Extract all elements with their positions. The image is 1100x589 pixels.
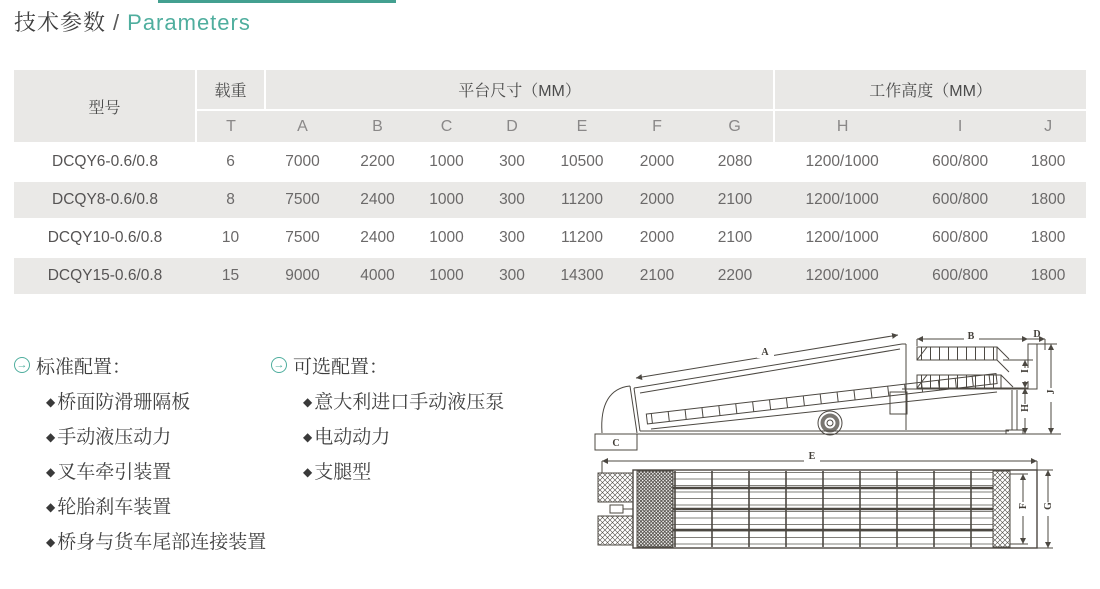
cell-value: 10 [196,219,265,257]
table-group-header-row [14,70,1086,110]
cell-value: 1800 [1010,257,1086,295]
cell-value: 600/800 [910,257,1010,295]
group-header-load: 载重 [196,70,265,110]
optional-config-list [271,386,504,491]
diamond-bullet-icon: ◆ [303,430,313,444]
group-header-working-height: 工作高度（MM） [774,70,1086,110]
cell-value: 2000 [618,219,696,257]
cell-value: 300 [478,257,546,295]
list-item-label: 轮胎刹车装置 [57,497,172,518]
list-item-label: 桥面防滑珊隔板 [57,392,191,413]
page-title-separator: / [113,10,121,35]
col-header-model: 型号 [14,70,196,143]
diamond-bullet-icon: ◆ [46,465,56,479]
cell-value: 4000 [340,257,415,295]
table-row [14,181,1086,219]
group-header-platform-size: 平台尺寸（MM） [265,70,774,110]
cell-model: DCQY15-0.6/0.8 [14,257,196,295]
cell-value: 2400 [340,181,415,219]
cell-value: 1000 [415,143,478,181]
cell-value: 2000 [618,143,696,181]
cell-value: 1000 [415,219,478,257]
cell-value: 11200 [546,181,618,219]
cell-value: 1200/1000 [774,257,910,295]
list-item [46,386,266,421]
arrow-circle-icon: → [14,357,30,373]
page-title-zh: 技术参数 [14,10,107,35]
col-header-B: B [340,110,415,143]
dim-label-D: D [1033,330,1041,340]
list-item [303,456,504,491]
cell-value: 1000 [415,181,478,219]
cell-value: 6 [196,143,265,181]
cell-value: 2000 [618,181,696,219]
list-item [303,386,504,421]
table-row [14,143,1086,181]
col-header-F: F [618,110,696,143]
cell-value: 2200 [340,143,415,181]
cell-value: 7000 [265,143,340,181]
cell-value: 7500 [265,181,340,219]
table-row [14,257,1086,295]
ramp-side-view-drawing [593,330,1090,454]
cell-value: 300 [478,219,546,257]
cell-value: 1800 [1010,181,1086,219]
cell-value: 2100 [618,257,696,295]
col-header-H: H [774,110,910,143]
diamond-bullet-icon: ◆ [46,500,56,514]
arrow-circle-icon: → [271,357,287,373]
cell-value: 1200/1000 [774,219,910,257]
dim-label-J: J [1046,389,1057,395]
list-item [46,491,266,526]
col-header-C: C [415,110,478,143]
optional-config-header [271,353,504,377]
cell-value: 7500 [265,219,340,257]
col-header-A: A [265,110,340,143]
dim-label-A: A [761,347,769,358]
table-row [14,219,1086,257]
cell-value: 1800 [1010,143,1086,181]
dim-label-C: C [612,438,620,449]
optional-config-title: 可选配置： [293,356,389,378]
dim-label-E: E [808,451,816,462]
cell-value: 9000 [265,257,340,295]
col-header-E: E [546,110,618,143]
cell-value: 1200/1000 [774,181,910,219]
cell-value: 1800 [1010,219,1086,257]
col-header-T: T [196,110,265,143]
cell-value: 300 [478,143,546,181]
cell-value: 300 [478,181,546,219]
cell-value: 14300 [546,257,618,295]
list-item-label: 支腿型 [314,462,372,483]
cell-value: 2100 [696,219,774,257]
diamond-bullet-icon: ◆ [303,465,313,479]
col-header-D: D [478,110,546,143]
dim-label-I: I [1020,369,1031,373]
cell-model: DCQY8-0.6/0.8 [14,181,196,219]
cell-value: 600/800 [910,181,1010,219]
diamond-bullet-icon: ◆ [46,535,56,549]
page-title [14,6,251,37]
standard-config-list [14,386,266,561]
cell-model: DCQY6-0.6/0.8 [14,143,196,181]
cell-value: 15 [196,257,265,295]
list-item [303,421,504,456]
cell-value: 1200/1000 [774,143,910,181]
list-item-label: 手动液压动力 [57,427,172,448]
cell-value: 2080 [696,143,774,181]
cell-value: 2100 [696,181,774,219]
diamond-bullet-icon: ◆ [46,395,56,409]
standard-config-section [14,353,266,561]
cell-value: 600/800 [910,143,1010,181]
ramp-top-view-drawing [590,450,1060,562]
dim-label-B: B [967,331,975,342]
col-header-J: J [1010,110,1086,143]
optional-config-section [271,353,504,491]
dim-label-G: G [1043,502,1054,510]
top-edge-accent-strip [158,0,396,3]
cell-value: 11200 [546,219,618,257]
list-item-label: 电动动力 [314,427,391,448]
list-item-label: 意大利进口手动液压泵 [314,392,505,413]
cell-value: 600/800 [910,219,1010,257]
parameters-table [14,70,1086,296]
cell-model: DCQY10-0.6/0.8 [14,219,196,257]
list-item-label: 桥身与货车尾部连接装置 [57,532,267,553]
list-item-label: 叉车牵引装置 [57,462,172,483]
cell-value: 10500 [546,143,618,181]
diamond-bullet-icon: ◆ [303,395,313,409]
cell-value: 8 [196,181,265,219]
page-title-en: Parameters [127,10,251,35]
standard-config-header [14,353,266,377]
cell-value: 1000 [415,257,478,295]
list-item [46,421,266,456]
col-header-I: I [910,110,1010,143]
dim-label-F: F [1018,502,1029,510]
list-item [46,526,266,561]
diamond-bullet-icon: ◆ [46,430,56,444]
dim-label-H: H [1020,404,1031,412]
cell-value: 2400 [340,219,415,257]
col-header-G: G [696,110,774,143]
standard-config-title: 标准配置： [36,356,132,378]
cell-value: 2200 [696,257,774,295]
list-item [46,456,266,491]
